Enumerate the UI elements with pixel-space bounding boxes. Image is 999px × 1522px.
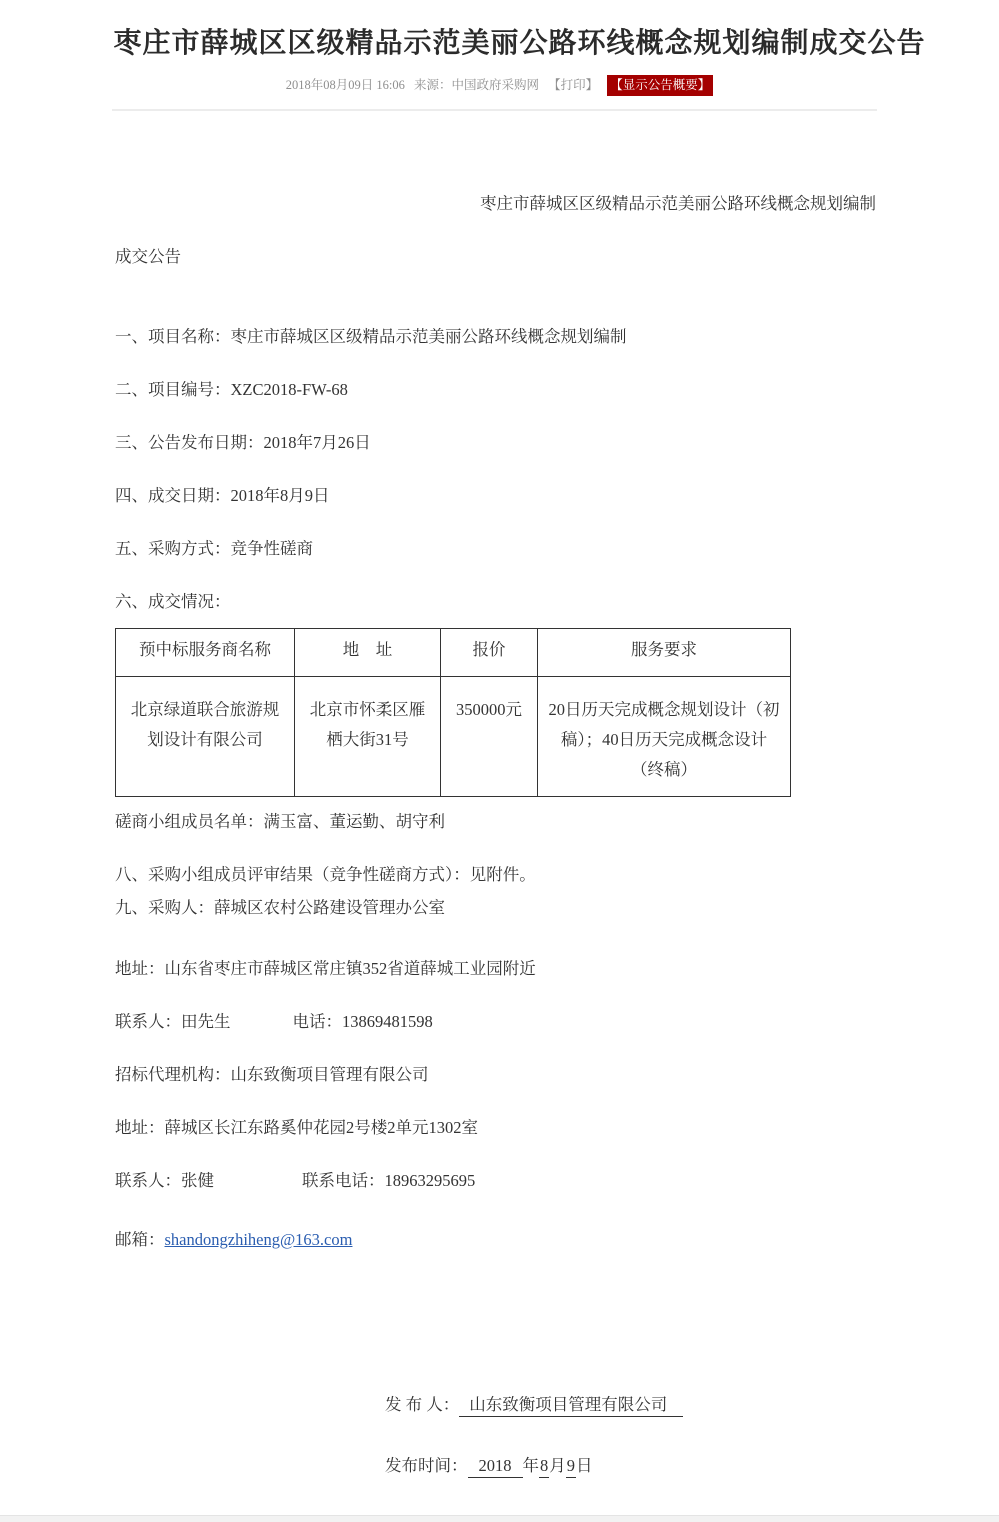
email-line xyxy=(115,1229,887,1251)
publisher-label: 发 布 人： xyxy=(385,1395,460,1414)
document-title-line1: 枣庄市薛城区区级精品示范美丽公路环线概念规划编制 xyxy=(480,194,876,213)
item-announce-date: 三、公告发布日期：2018年7月26日 xyxy=(115,433,371,452)
publisher-line xyxy=(115,1393,999,1417)
header-address: 地 址 xyxy=(295,629,441,677)
agency-address: 地址：薛城区长江东路奚仲花园2号楼2单元1302室 xyxy=(115,1118,478,1137)
item-procure-method: 五、采购方式：竞争性磋商 xyxy=(115,539,313,558)
email-label: 邮箱： xyxy=(115,1230,165,1249)
item-award-result-heading: 六、成交情况： xyxy=(115,592,231,611)
pubdate-month: 8 xyxy=(539,1456,549,1478)
announcement-footer xyxy=(115,1393,999,1478)
header-supplier: 预中标服务商名称 xyxy=(116,629,295,677)
cell-service: 20日历天完成概念规划设计（初稿）；40日历天完成概念设计（终稿） xyxy=(538,677,791,797)
header-service: 服务要求 xyxy=(538,629,791,677)
email-link[interactable]: shandongzhiheng@163.com xyxy=(164,1230,353,1249)
document-title-line2: 成交公告 xyxy=(115,247,181,266)
page-title: 枣庄市薛城区区级精品示范美丽公路环线概念规划编制成交公告 xyxy=(113,27,926,58)
publisher-value: 山东致衡项目管理有限公司 xyxy=(459,1395,683,1417)
item-purchaser: 九、采购人：薛城区农村公路建设管理办公室 xyxy=(115,898,445,917)
table-row xyxy=(116,677,791,797)
source-label: 来源：中国政府采购网 xyxy=(413,78,539,92)
purchaser-contact-line xyxy=(115,1011,887,1033)
publish-datetime: 2018年08月09日 16:06 xyxy=(285,78,405,92)
purchaser-contact-name: 联系人：田先生 xyxy=(115,1012,231,1031)
cell-price: 350000元 xyxy=(441,677,538,797)
purchaser-address: 地址：山东省枣庄市薛城区常庄镇352省道薛城工业园附近 xyxy=(115,959,536,978)
purchaser-contact-phone: 电话：13869481598 xyxy=(292,1012,433,1031)
agency-contact-line xyxy=(115,1170,887,1192)
pubdate-day-suffix: 日 xyxy=(576,1456,593,1475)
header-divider xyxy=(112,109,877,111)
agency-contact-phone: 联系电话：18963295695 xyxy=(302,1171,476,1190)
cell-supplier: 北京绿道联合旅游规划设计有限公司 xyxy=(116,677,295,797)
meta-bar xyxy=(0,75,999,96)
pubdate-year-suffix: 年 xyxy=(522,1456,539,1475)
print-button[interactable]: 【打印】 xyxy=(548,78,599,92)
award-table xyxy=(115,628,791,797)
cell-address: 北京市怀柔区雁栖大街31号 xyxy=(295,677,441,797)
pubdate-day: 9 xyxy=(566,1456,576,1478)
agency-name: 招标代理机构：山东致衡项目管理有限公司 xyxy=(115,1065,429,1084)
announcement-page xyxy=(0,24,999,1478)
item-award-date: 四、成交日期：2018年8月9日 xyxy=(115,486,330,505)
panel-members-note: 磋商小组成员名单：满玉富、董运勤、胡守利 xyxy=(115,812,445,831)
pubdate-label: 发布时间： xyxy=(385,1456,468,1475)
document-title xyxy=(115,177,887,283)
pubdate-line xyxy=(115,1454,999,1478)
show-summary-button[interactable]: 【显示公告概要】 xyxy=(607,75,713,96)
item-project-name: 一、项目名称：枣庄市薛城区区级精品示范美丽公路环线概念规划编制 xyxy=(115,327,627,346)
announcement-body xyxy=(115,177,887,1251)
pubdate-year: 2018 xyxy=(468,1456,523,1478)
header-price: 报价 xyxy=(441,629,538,677)
pubdate-month-suffix: 月 xyxy=(549,1456,566,1475)
item-review-result: 八、采购小组成员评审结果（竞争性磋商方式）：见附件。 xyxy=(115,865,536,884)
item-project-number: 二、项目编号：XZC2018-FW-68 xyxy=(115,380,348,399)
agency-contact-name: 联系人：张健 xyxy=(115,1171,214,1190)
page-bottom-divider xyxy=(0,1515,999,1522)
table-header-row xyxy=(116,629,791,677)
